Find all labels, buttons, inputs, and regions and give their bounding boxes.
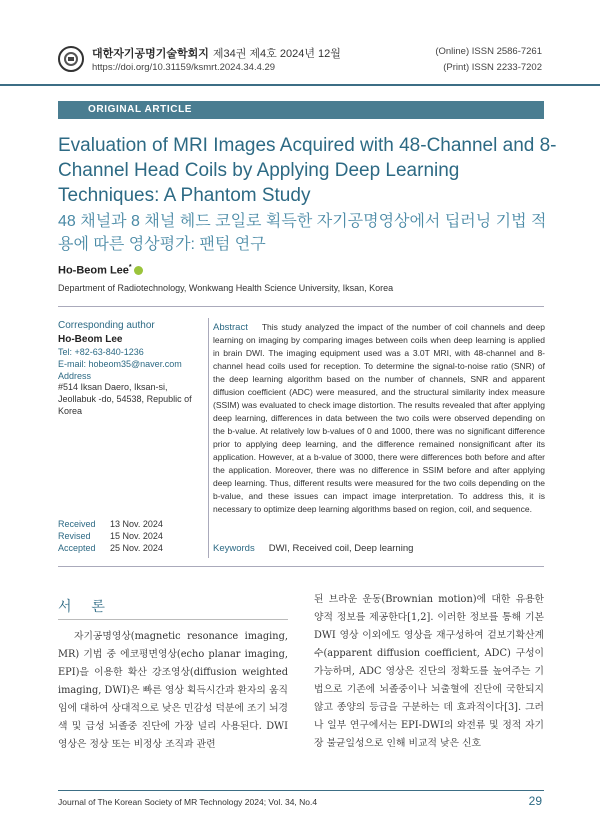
corresponding-tel: Tel: +82-63-840-1236 bbox=[58, 347, 144, 357]
keywords-label: Keywords bbox=[213, 543, 255, 554]
article-dates bbox=[58, 519, 163, 555]
abstract bbox=[213, 321, 545, 516]
corresponding-email[interactable]: E-mail: hobeom35@naver.com bbox=[58, 359, 182, 369]
address-label: Address bbox=[58, 371, 92, 381]
section-heading: 서 론 bbox=[58, 598, 113, 614]
abstract-text: This study analyzed the impact of the number of coil channels and deep learning on imaging by comparing images between coils when deep learning is applied in brain DWI. The imaging equipment used was a 3.0T MRI, with 48-channel and 8-channel head coils used for reception. To determine the signal-to-noise ratio (SNR) of the deep learning algorithm based on the number of channels, SNR and apparent diffusion coefficient (ADC) were measured, and the structural similarity index measure (SSIM) was evaluated to check image distortion. The results revealed that after applying deep learning, differences in data between the two coils were observed depending on the b-value. At relatively low b-values of 0 and 1000, there was no significant difference prior to applying deep learning, and the difference remained nonsignificant after its application. However, at a b-value of 3000, there were differences both before and after the application. Moreover, there was no difference in SSIM before and after applying deep learning. Thus, different results were measured for the two coils depending on the b-value, and these issues can impact image interpretation. To address this, it is necessary to optimize deep learning algorithms based on region, coil, and sequence. bbox=[213, 322, 545, 514]
date-accepted: Accepted 25 Nov. 2024 bbox=[58, 543, 163, 553]
page-number: 29 bbox=[528, 794, 542, 808]
corresponding-heading: Corresponding author bbox=[58, 320, 155, 331]
society-logo bbox=[58, 46, 84, 72]
volume-issue: 제34권 제4호 2024년 12월 bbox=[212, 48, 341, 60]
divider bbox=[58, 306, 544, 307]
corresponding-author-box bbox=[58, 320, 204, 417]
date-revised: Revised 15 Nov. 2024 bbox=[58, 531, 163, 541]
issn-print: (Print) ISSN 2233-7202 bbox=[443, 62, 542, 73]
footer-divider bbox=[58, 790, 544, 791]
date-received: Received 13 Nov. 2024 bbox=[58, 519, 163, 529]
journal-name: 대한자기공명기술학회지 제34권 제4호 2024년 12월 bbox=[92, 48, 341, 60]
title-korean: 48 채널과 8 채널 헤드 코일로 획득한 자기공명영상에서 딥러닝 기법 적용에 따른 영상평가: 팬텀 연구 bbox=[58, 213, 547, 253]
article-type: ORIGINAL ARTICLE bbox=[88, 104, 193, 115]
body-column-right: 된 브라운 운동(Brownian motion)에 대한 유용한 양적 정보를 제공한다[1,2]. 이러한 정보를 통해 기본 DWI 영상 이외에도 영상을 재구성하여 겉보기확산계수(apparent diffusion coefficient, ADC) 구성이 가능하며, ADC 영상은 진단의 정확도를 높여주는 기법으로 기존에 뇌졸중이나 뇌출혈에 진단에 국한되지 않고 종양의 등급을 구분하는 데 효과적이다[3]. 그러나 일부 연구에서는 EPI-DWI의 와전류 및 정적 자기장 불균일성으로 인해 비교적 낮은 신호 bbox=[314, 594, 544, 749]
author-mark: * bbox=[128, 264, 132, 271]
author-name: Ho-Beom Lee* bbox=[58, 264, 143, 277]
corresponding-name: Ho-Beom Lee bbox=[58, 334, 123, 345]
title-english: Evaluation of MRI Images Acquired with 48-Channel and 8-Channel Head Coils by Applying Deep Learning Techniques: A Phantom Study bbox=[58, 135, 557, 206]
divider bbox=[58, 566, 544, 567]
author-affiliation: Department of Radiotechnology, Wonkwang Health Science University, Iksan, Korea bbox=[58, 283, 394, 293]
article-type-banner bbox=[58, 101, 544, 119]
corresponding-address: #514 Iksan Daero, Iksan-si, Jeollabuk -do, 54538, Republic of Korea bbox=[58, 382, 192, 416]
keywords bbox=[213, 543, 413, 554]
abstract-label: Abstract bbox=[213, 322, 248, 333]
keywords-text: DWI, Received coil, Deep learning bbox=[268, 543, 414, 554]
doi-link[interactable]: https://doi.org/10.31159/ksmrt.2024.34.4.29 bbox=[92, 62, 276, 73]
issn-online: (Online) ISSN 2586-7261 bbox=[435, 46, 542, 57]
orcid-icon[interactable] bbox=[134, 266, 143, 275]
column-divider bbox=[208, 318, 209, 558]
section-rule bbox=[58, 619, 288, 620]
footer-journal: Journal of The Korean Society of MR Technology 2024; Vol. 34, No.4 bbox=[58, 797, 318, 807]
header-divider bbox=[0, 84, 600, 86]
body-column-left: 자기공명영상(magnetic resonance imaging, MR) 기법 중 에코평면영상(echo planar imaging, EPI)을 이용한 확산 강조영상(diffusion weighted imaging, DWI)은 빠른 영상 획득시간과 환자의 움직임에 대하여 상대적으로 낮은 민감성 덕분에 조기 뇌경색 및 급성 뇌졸중 진단에 가장 널리 사용된다. DWI 영상은 정상 또는 비정상 조직과 관련 bbox=[58, 631, 289, 750]
